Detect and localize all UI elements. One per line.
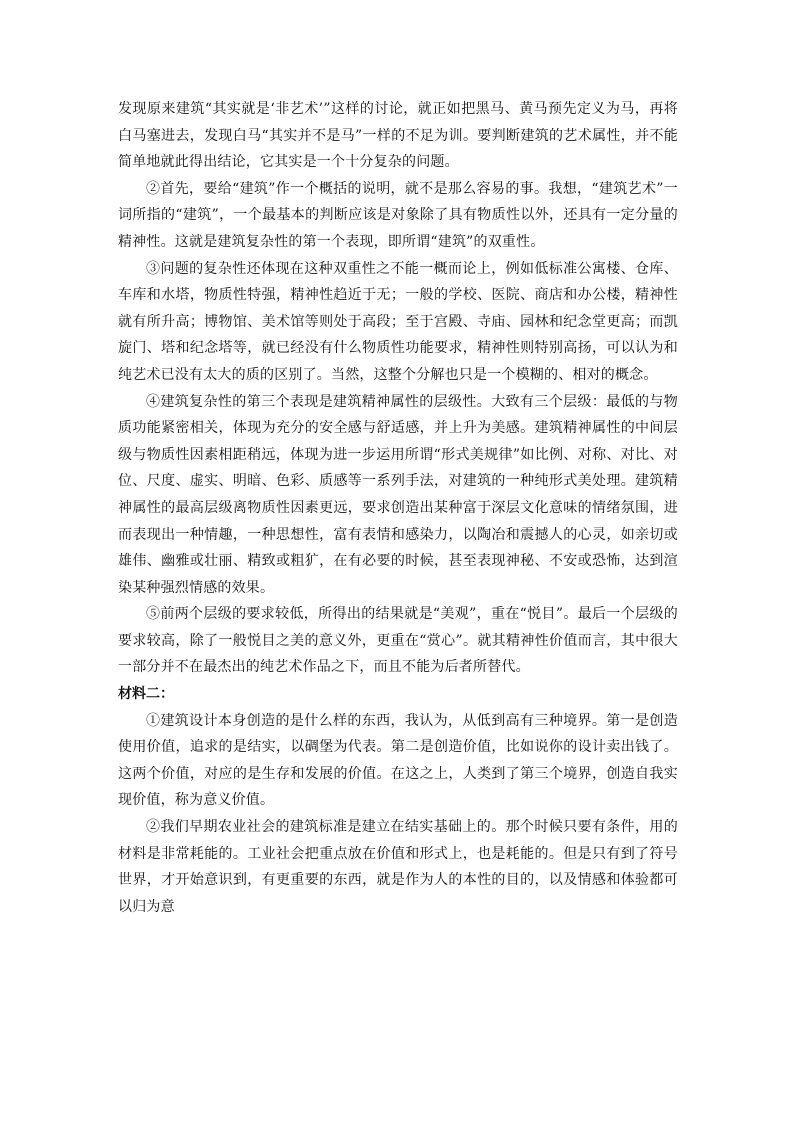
paragraph-4: ④建筑复杂性的第三个表现是建筑精神属性的层级性。大致有三个层级：最低的与物质功能紧密相关，体现为充分的安全感与舒适感，并上升为美感。建筑精神属性的中间层级与物质性因素相距稍远，体现为进一步运用所谓“形式美规律”如比例、对称、对比、对位、尺度、虚实、明暗、色彩、质感等一系列手法，对建筑的一种纯形式美处理。建筑精神属性的最高层级离物质性因素更远，要求创造出某种富于深层文化意味的情绪氛围，进而表现出一种情趣，一种思想性，富有表情和感染力，以陶冶和震撼人的心灵，如亲切或雄伟、幽雅或壮丽、精致或粗犷，在有必要的时候，甚至表现神秘、不安或恐怖，达到渲染某种强烈情感的效果。 bbox=[118, 393, 678, 596]
document-page bbox=[118, 96, 678, 920]
section-heading-material-2: 材料二： bbox=[118, 686, 174, 703]
paragraph-2: ②首先，要给“建筑”作一个概括的说明，就不是那么容易的事。我想，“建筑艺术”一词所指的“建筑”，一个最基本的判断应该是对象除了具有物质性以外，还具有一定分量的精神性。这就是建筑复杂性的第一个表现，即所谓“建筑”的双重性。 bbox=[118, 180, 678, 250]
paragraph-3: ③问题的复杂性还体现在这种双重性之不能一概而论上，例如低标准公寓楼、仓库、车库和水塔，物质性特强，精神性趋近于无；一般的学校、医院、商店和办公楼，精神性就有所升高；博物馆、美术馆等则处于高段；至于宫殿、寺庙、园林和纪念堂更高；而凯旋门、塔和纪念塔等，就已经没有什么物质性功能要求，精神性则特别高扬，可以认为和纯艺术已没有太大的质的区别了。当然，这整个分解也只是一个模糊的、相对的概念。 bbox=[118, 260, 678, 383]
paragraph-continuation: 发现原来建筑“其实就是‘非艺术’”这样的讨论，就正如把黑马、黄马预先定义为马，再将白马塞进去，发现白马“其实并不是马”一样的不足为训。要判断建筑的艺术属性，并不能简单地就此得出结论，它其实是一个十分复杂的问题。 bbox=[118, 101, 678, 171]
paragraph-5: ⑤前两个层级的要求较低，所得出的结果就是“美观”，重在“悦目”。最后一个层级的要求较高，除了一般悦目之美的意义外，更重在“赏心”。就其精神性价值而言，其中很大一部分并不在最杰出的纯艺术作品之下，而且不能为后者所替代。 bbox=[118, 606, 678, 676]
paragraph-m2-2: ②我们早期农业社会的建筑标准是建立在结实基础上的。那个时候只要有条件，用的材料是非常耗能的。工业社会把重点放在价值和形式上，也是耗能的。但是只有到了符号世界，才开始意识到，有更重要的东西，就是作为人的本性的目的，以及情感和体验都可以归为意 bbox=[118, 819, 678, 915]
paragraph-m2-1: ①建筑设计本身创造的是什么样的东西，我认为，从低到高有三种境界。第一是创造使用价值，追求的是结实，以碉堡为代表。第二是创造价值，比如说你的设计卖出钱了。这两个价值，对应的是生存和发展的价值。在这之上，人类到了第三个境界，创造自我实现价值，称为意义价值。 bbox=[118, 712, 678, 809]
